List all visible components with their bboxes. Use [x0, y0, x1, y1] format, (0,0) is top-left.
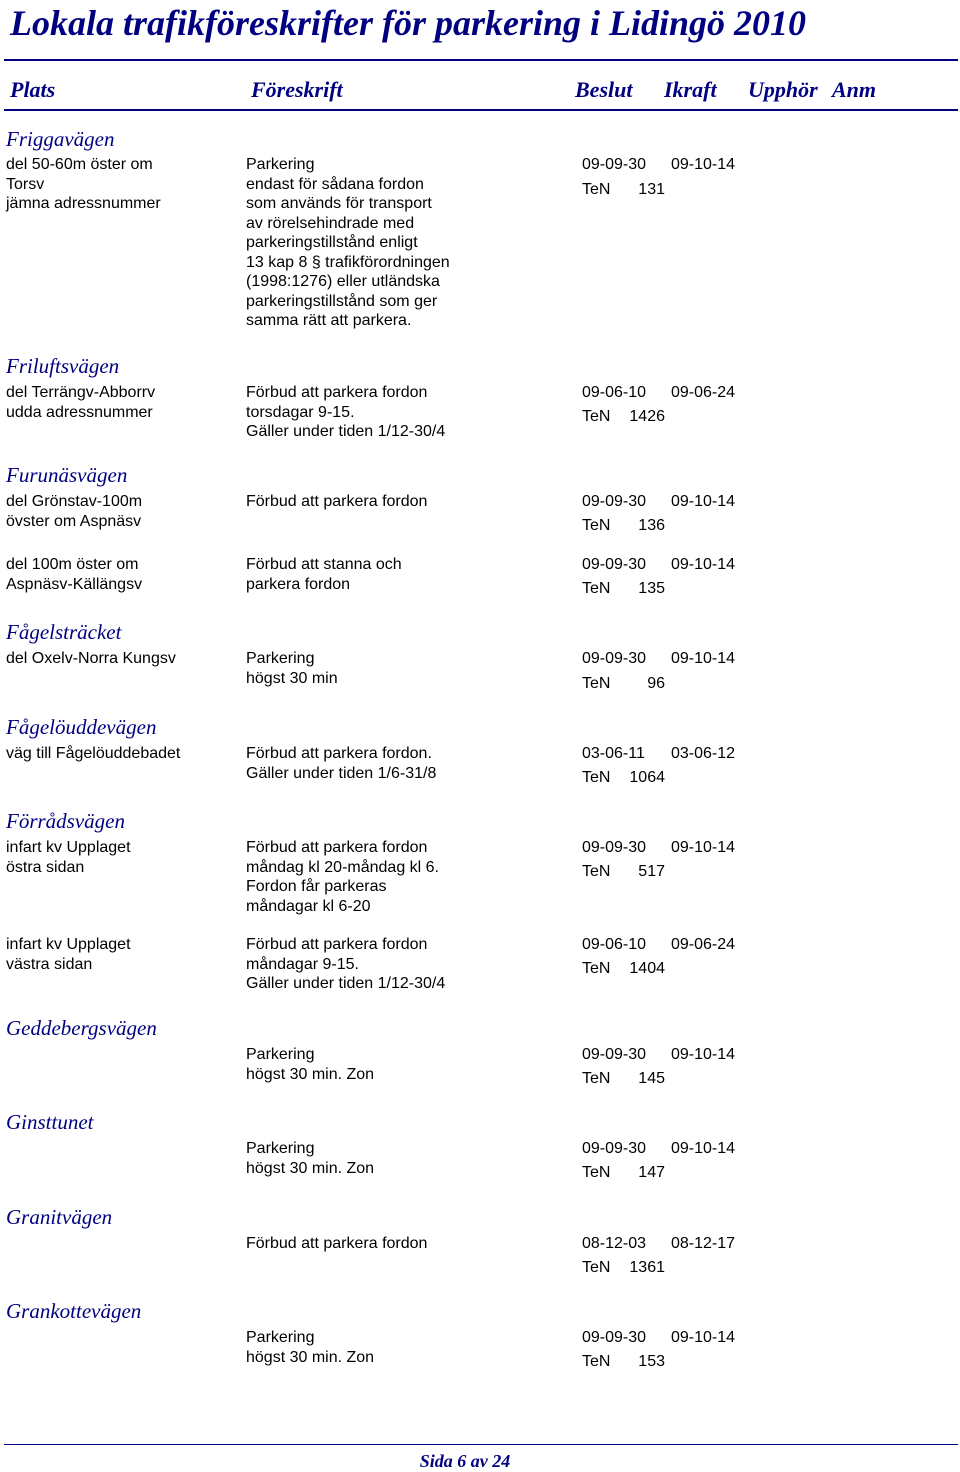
entry-ikraft-date: 09-10-14 — [671, 1140, 736, 1157]
entry-beslut-date: 09-09-30 — [582, 493, 647, 510]
entry-plats: infart kv Upplaget västra sidan — [6, 936, 131, 973]
entry-ikraft-date: 09-10-14 — [671, 493, 736, 510]
entry-ten-label: TeN — [582, 580, 611, 597]
entry-ten-number: 1426 — [629, 408, 665, 425]
entry-ten-number: 517 — [638, 863, 665, 880]
page-title: Lokala trafikföreskrifter för parkering i Lidingö 2010 — [10, 3, 807, 43]
entry-beslut-date: 09-09-30 — [582, 1140, 647, 1157]
entry-beslut-date: 09-09-30 — [582, 650, 647, 667]
entry-ten-label: TeN — [582, 863, 611, 880]
street-heading: Ginsttunet — [6, 1110, 94, 1134]
entry-ikraft-date: 09-10-14 — [671, 1329, 736, 1346]
header-divider — [4, 109, 958, 111]
entry-ten-number: 136 — [638, 517, 665, 534]
entry-plats: del Grönstav-100m övster om Aspnäsv — [6, 493, 143, 530]
entry-foreskrift: Parkering högst 30 min. Zon — [246, 1046, 375, 1083]
entry-beslut-date: 09-09-30 — [582, 1046, 647, 1063]
entry-ten-label: TeN — [582, 1353, 611, 1370]
street-heading: Förrådsvägen — [6, 809, 125, 833]
entry-foreskrift: Förbud att parkera fordon. Gäller under tiden 1/6-31/8 — [246, 745, 437, 782]
column-header-anm: Anm — [832, 77, 877, 102]
entry-ten-label: TeN — [582, 181, 611, 198]
entry-ten-number: 153 — [638, 1353, 665, 1370]
entry-ten-label: TeN — [582, 1164, 611, 1181]
column-header-foreskrift: Föreskrift — [251, 77, 343, 102]
entry-ikraft-date: 09-10-14 — [671, 556, 736, 573]
entry-ten-number: 1361 — [629, 1259, 665, 1276]
entry-foreskrift: Parkering högst 30 min. Zon — [246, 1140, 375, 1177]
entry-plats: del 100m öster om Aspnäsv-Källängsv — [6, 556, 143, 593]
entry-beslut-date: 08-12-03 — [582, 1235, 647, 1252]
entry-ten-number: 1064 — [629, 769, 665, 786]
entry-ikraft-date: 09-10-14 — [671, 1046, 736, 1063]
entry-foreskrift: Förbud att parkera fordon — [246, 1235, 428, 1252]
street-heading: Fågelsträcket — [6, 620, 122, 644]
street-heading: Grankottevägen — [6, 1299, 142, 1323]
entry-ikraft-date: 03-06-12 — [671, 745, 736, 762]
street-heading: Fågelöuddevägen — [6, 715, 157, 739]
entry-ikraft-date: 09-10-14 — [671, 156, 736, 173]
entry-ten-label: TeN — [582, 1259, 611, 1276]
entry-beslut-date: 09-06-10 — [582, 936, 647, 953]
entry-foreskrift: Förbud att parkera fordon måndagar 9-15. Gäller under tiden 1/12-30/4 — [246, 936, 446, 992]
entry-plats: del Oxelv-Norra Kungsv — [6, 650, 176, 667]
column-header-beslut: Beslut — [575, 77, 633, 102]
entry-ikraft-date: 09-10-14 — [671, 839, 736, 856]
street-heading: Friggavägen — [6, 127, 115, 151]
entry-beslut-date: 09-06-10 — [582, 384, 647, 401]
entry-ten-number: 135 — [638, 580, 665, 597]
entry-beslut-date: 09-09-30 — [582, 839, 647, 856]
column-header-plats: Plats — [10, 77, 56, 102]
column-header-upphor: Upphör — [748, 77, 818, 102]
entry-ten-label: TeN — [582, 1070, 611, 1087]
footer-divider — [4, 1444, 958, 1445]
column-header-ikraft: Ikraft — [664, 77, 717, 102]
street-heading: Granitvägen — [6, 1205, 113, 1229]
entry-plats: del 50-60m öster om Torsv jämna adressnummer — [6, 156, 161, 212]
entry-beslut-date: 09-09-30 — [582, 1329, 647, 1346]
entry-beslut-date: 09-09-30 — [582, 156, 647, 173]
entry-ten-number: 1404 — [629, 960, 665, 977]
entry-ten-label: TeN — [582, 769, 611, 786]
page-number: Sida 6 av 24 — [419, 1451, 511, 1471]
entry-ten-label: TeN — [582, 960, 611, 977]
street-heading: Geddebergsvägen — [6, 1016, 157, 1040]
entry-plats: väg till Fågelöuddebadet — [6, 745, 181, 762]
entry-ikraft-date: 08-12-17 — [671, 1235, 736, 1252]
entry-foreskrift: Förbud att parkera fordon — [246, 493, 428, 510]
entry-plats: del Terrängv-Abborrv udda adressnummer — [6, 384, 156, 421]
entry-ten-number: 147 — [638, 1164, 665, 1181]
entry-foreskrift: Parkering endast för sådana fordon som används för transport av rörelsehindrade med parkeringstillstånd enligt 13 kap 8 § trafikförordningen (1998:1276) eller utländska parkeringstillstånd som ger samma rätt att parkera. — [246, 156, 450, 329]
entry-plats: infart kv Upplaget östra sidan — [6, 839, 131, 876]
entry-beslut-date: 03-06-11 — [582, 745, 645, 762]
entry-ten-number: 96 — [647, 675, 665, 692]
entry-ten-label: TeN — [582, 408, 611, 425]
street-heading: Furunäsvägen — [6, 463, 128, 487]
entry-beslut-date: 09-09-30 — [582, 556, 647, 573]
entry-ikraft-date: 09-06-24 — [671, 384, 736, 401]
entry-foreskrift: Förbud att parkera fordon torsdagar 9-15. Gäller under tiden 1/12-30/4 — [246, 384, 446, 440]
entry-ikraft-date: 09-10-14 — [671, 650, 736, 667]
entry-foreskrift: Parkering högst 30 min. Zon — [246, 1329, 375, 1366]
entry-ten-label: TeN — [582, 517, 611, 534]
entry-ten-label: TeN — [582, 675, 611, 692]
entry-foreskrift: Parkering högst 30 min — [246, 650, 338, 687]
street-heading: Friluftsvägen — [6, 354, 120, 378]
title-divider — [4, 59, 958, 61]
entry-ten-number: 131 — [638, 181, 665, 198]
entry-foreskrift: Förbud att stanna och parkera fordon — [246, 556, 402, 593]
entry-ten-number: 145 — [638, 1070, 665, 1087]
entry-foreskrift: Förbud att parkera fordon måndag kl 20-måndag kl 6. Fordon får parkeras måndagar kl 6-20 — [246, 839, 439, 915]
entry-ikraft-date: 09-06-24 — [671, 936, 736, 953]
